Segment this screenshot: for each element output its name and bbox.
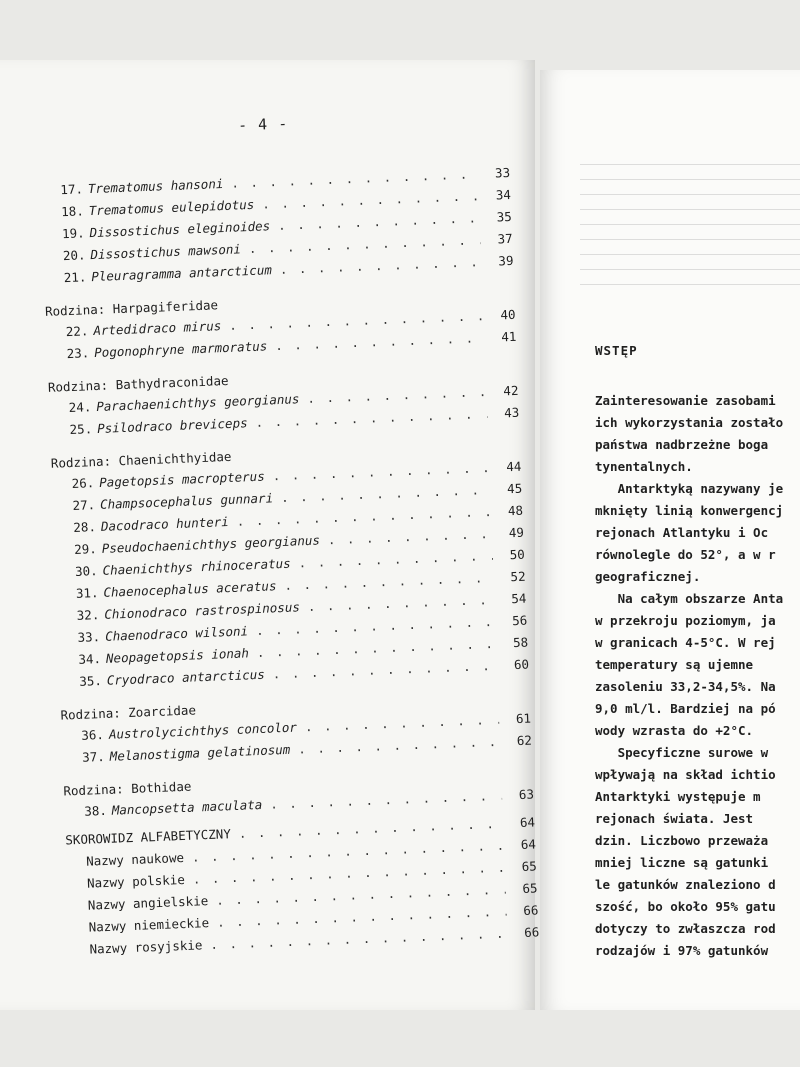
page-ref: 35: [496, 208, 513, 225]
text-line: równolegle do 52°, a w r: [595, 547, 776, 562]
text-line: rodzajów i 97% gatunków: [595, 943, 769, 958]
entry-number: 37.: [81, 748, 106, 765]
text-line: zasoleniu 33,2-34,5%. Na: [595, 679, 776, 694]
page-ref: 65: [521, 858, 537, 875]
text-line: w przekroju poziomym, ja: [595, 613, 776, 628]
text-line: mknięty linią konwergencj: [595, 503, 784, 518]
text-line: le gatunków znaleziono d: [595, 877, 776, 892]
index-title: SKOROWIDZ ALFABETYCZNY: [65, 826, 232, 848]
page-ref: 34: [495, 186, 512, 203]
entry-number: 30.: [74, 563, 98, 579]
text-line: szość, bo około 95% gatu: [595, 899, 776, 914]
left-page: [0, 60, 540, 1010]
text-line: wpływają na skład ichtio: [595, 767, 776, 782]
text-line: Antarktyką nazywany je: [595, 481, 784, 496]
family-heading: Rodzina: Chaenichthyidae: [50, 448, 232, 471]
species-name: Chaenodraco wilsoni: [104, 623, 249, 644]
text-line: Zainteresowanie zasobami: [595, 393, 776, 408]
species-name: Dissostichus mawsoni: [90, 241, 242, 263]
text-line: w granicach 4-5°C. W rej: [595, 635, 776, 650]
entry-number: 18.: [60, 203, 85, 220]
page-ref: 63: [518, 786, 535, 803]
table-of-contents: [40, 114, 540, 961]
species-name: Chaenichthys rhinoceratus: [102, 555, 291, 578]
species-name: Pogonophryne marmoratus: [93, 338, 268, 361]
page-ref: 54: [511, 590, 527, 607]
entry-number: 21.: [63, 269, 87, 286]
entry-number: 23.: [66, 345, 90, 362]
species-name: Parachaenichthys georgianus: [96, 391, 300, 414]
entry-number: 25.: [69, 421, 93, 438]
species-name: Pagetopsis macropterus: [98, 468, 265, 490]
index-name: Nazwy rosyjskie: [89, 937, 203, 957]
page-ref: 66: [523, 924, 540, 940]
page-ref: 62: [516, 732, 533, 749]
family-heading: Rodzina: Harpagiferidae: [44, 297, 219, 319]
page-ref: 40: [500, 306, 516, 323]
text-line: państwa nadbrzeżne boga: [595, 437, 769, 452]
page-ref: 60: [513, 656, 530, 673]
index-name: Nazwy niemieckie: [88, 915, 210, 935]
entry-number: 32.: [76, 607, 100, 623]
page-number: - 4 -: [237, 114, 289, 135]
species-name: Mancopsetta maculata: [111, 796, 263, 818]
text-line: mniej liczne są gatunki: [595, 855, 769, 870]
entry-number: 27.: [72, 497, 96, 513]
page-ref: 43: [503, 404, 520, 421]
text-line: dotyczy to zwłaszcza rod: [595, 921, 776, 936]
species-name: Dacodraco hunteri: [100, 514, 230, 534]
family-heading: Rodzina: Bathydraconidae: [47, 372, 229, 395]
index-name: Nazwy polskie: [86, 871, 186, 891]
text-line: Na całym obszarze Anta: [595, 591, 784, 606]
entry-number: 24.: [68, 399, 92, 416]
entry-number: 26.: [71, 475, 95, 492]
page-ref: 39: [498, 252, 514, 269]
introduction-text: [595, 340, 800, 962]
section-title: WSTĘP: [595, 343, 638, 358]
species-name: Cryodraco antarcticus: [106, 666, 266, 688]
species-name: Trematomus eulepidotus: [88, 196, 255, 219]
text-line: dzin. Liczbowo przeważa: [595, 833, 769, 848]
species-name: Dissostichus eleginoides: [89, 218, 271, 241]
species-name: Psilodraco breviceps: [96, 415, 248, 436]
page-ref: 66: [523, 902, 539, 918]
entry-number: 29.: [73, 541, 98, 557]
text-line: rejonach świata. Jest: [595, 811, 754, 826]
text-line: Specyficzne surowe w: [595, 745, 769, 760]
text-line: ich wykorzystania zostało: [595, 415, 784, 430]
text-line: wody wzrasta do +2°C.: [595, 723, 754, 738]
entry-number: 38.: [83, 802, 108, 819]
entry-number: 35.: [78, 673, 103, 689]
bleed-through-text: [580, 150, 800, 290]
page-ref: 58: [512, 634, 529, 651]
index-name: Nazwy naukowe: [85, 849, 185, 869]
page-ref: 50: [509, 546, 526, 563]
page-ref: 49: [508, 524, 525, 541]
page-ref: 56: [511, 612, 528, 629]
species-name: Chaenocephalus aceratus: [103, 578, 277, 600]
page-ref: 48: [507, 502, 524, 519]
species-name: Pleuragramma antarcticum: [91, 262, 273, 285]
page-ref: 65: [522, 880, 538, 896]
family-heading: Rodzina: Zoarcidae: [60, 702, 197, 723]
species-name: Melanostigma gelatinosum: [109, 741, 291, 764]
text-line: tynentalnych.: [595, 459, 693, 474]
entry-number: 28.: [73, 519, 97, 535]
species-name: Chionodraco rastrospinosus: [104, 599, 301, 622]
page-ref: 33: [494, 164, 511, 181]
text-line: geograficznej.: [595, 569, 701, 584]
entry-number: 31.: [75, 585, 99, 601]
entry-number: 17.: [60, 181, 84, 198]
page-ref: 64: [520, 836, 537, 853]
text-line: Antarktyki występuje m: [595, 789, 761, 804]
entry-number: 20.: [62, 247, 86, 264]
page-ref: 61: [515, 710, 532, 727]
family-heading: Rodzina: Bothidae: [63, 778, 192, 799]
species-name: Trematomus hansoni: [87, 175, 224, 197]
entry-number: 22.: [65, 323, 89, 340]
page-ref: 41: [501, 328, 517, 345]
page-ref: 45: [506, 480, 523, 497]
species-name: Pseudochaenichthys georgianus: [101, 532, 321, 556]
text-line: temperatury są ujemne: [595, 657, 754, 672]
page-ref: 44: [506, 458, 522, 475]
page-ref: 64: [519, 814, 536, 831]
species-name: Austrolycichthys concolor: [108, 719, 298, 742]
entry-number: 34.: [78, 651, 102, 667]
species-name: Neopagetopsis ionah: [105, 645, 250, 666]
text-line: rejonach Atlantyku i Oc: [595, 525, 769, 540]
page-ref: 52: [510, 568, 526, 585]
species-name: Artedidraco mirus: [93, 318, 222, 339]
species-name: Champsocephalus gunnari: [99, 490, 274, 512]
entry-number: 19.: [61, 225, 85, 242]
page-ref: 42: [503, 382, 519, 399]
page-ref: 37: [497, 230, 513, 247]
index-name: Nazwy angielskie: [87, 893, 209, 913]
text-line: 9,0 ml/l. Bardziej na pó: [595, 701, 776, 716]
entry-number: 33.: [77, 629, 101, 645]
entry-number: 36.: [81, 726, 105, 743]
